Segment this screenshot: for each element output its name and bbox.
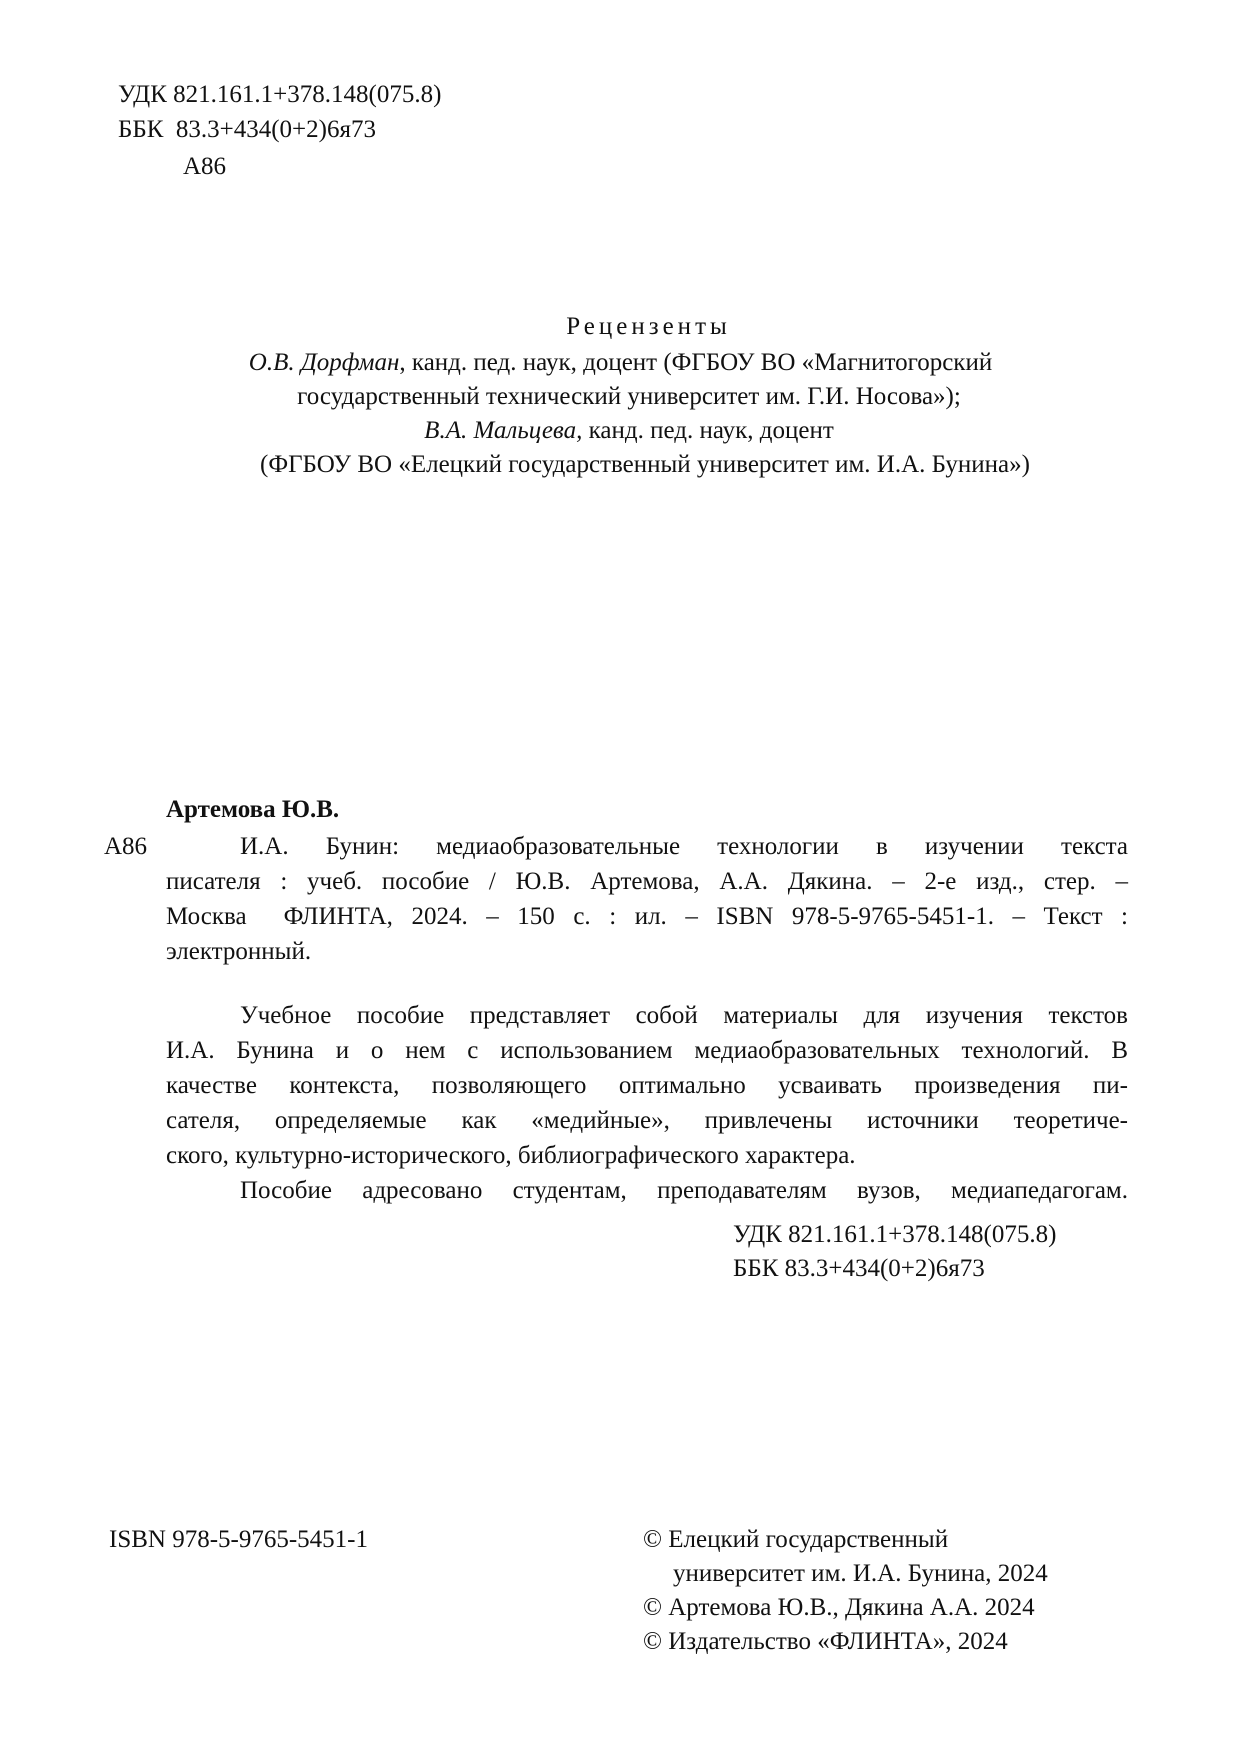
record-description bbox=[166, 829, 1128, 969]
abstract-line: Учебное пособие представляет собой материалы для изучения текстов bbox=[240, 1002, 1128, 1029]
abstract-bbk: ББК 83.3+434(0+2)6я73 bbox=[733, 1255, 985, 1282]
record-author: Артемова Ю.В. bbox=[166, 796, 340, 823]
record-line: писателя : учеб. пособие / Ю.В. Артемова, А.А. Дякина. – 2-е изд., стер. – bbox=[166, 868, 1128, 895]
reviewer-2-title: канд. пед. наук, доцент bbox=[582, 417, 834, 444]
abstract-line: И.А. Бунина и о нем с использованием медиаобразовательных технологий. В bbox=[166, 1037, 1128, 1064]
reviewer-1-line-2: государственный технический университет им. Г.И. Носова»); bbox=[297, 383, 961, 410]
copyright-line: © Артемова Ю.В., Дякина А.А. 2024 bbox=[643, 1594, 1035, 1621]
record-line: Москва ФЛИНТА, 2024. – 150 с. : ил. – ISBN 978-5-9765-5451-1. – Текст : bbox=[166, 903, 1128, 930]
bbk-code: ББК 83.3+434(0+2)6я73 bbox=[118, 116, 376, 143]
reviewer-1-affiliation: , канд. пед. наук, доцент (ФГБОУ ВО «Магнитогорский bbox=[399, 349, 993, 376]
abstract-text bbox=[166, 998, 1128, 1208]
copyright-line: © Издательство «ФЛИНТА», 2024 bbox=[643, 1628, 1008, 1655]
author-mark: А86 bbox=[183, 153, 227, 180]
record-line: электронный. bbox=[166, 938, 312, 965]
record-line: И.А. Бунин: медиаобразовательные технологии в изучении текста bbox=[240, 833, 1128, 860]
record-mark: А86 bbox=[104, 833, 148, 860]
reviewer-2-line-1 bbox=[0, 414, 1241, 448]
reviewer-2-line-2: (ФГБОУ ВО «Елецкий государственный университет им. И.А. Бунина») bbox=[260, 451, 1030, 478]
abstract-line: Пособие адресовано студентам, преподавателям вузов, медиапедагогам. bbox=[240, 1177, 1128, 1204]
abstract-line: ского, культурно-исторического, библиографического характера. bbox=[166, 1142, 856, 1169]
abstract-line: качестве контекста, позволяющего оптимально усваивать произведения пи- bbox=[166, 1072, 1128, 1099]
reviewers-title: Рецензенты bbox=[566, 313, 731, 340]
reviewer-1-line-1 bbox=[0, 346, 1241, 380]
copyright-line: университет им. И.А. Бунина, 2024 bbox=[673, 1560, 1048, 1587]
abstract-line: сателя, определяемые как «медийные», привлечены источники теоретиче- bbox=[166, 1107, 1128, 1134]
reviewer-2-name: В.А. Мальцева, bbox=[424, 417, 583, 444]
isbn: ISBN 978-5-9765-5451-1 bbox=[109, 1526, 369, 1553]
abstract-udk: УДК 821.161.1+378.148(075.8) bbox=[733, 1221, 1057, 1248]
udk-code: УДК 821.161.1+378.148(075.8) bbox=[118, 81, 442, 108]
copyright-line: © Елецкий государственный bbox=[643, 1526, 949, 1553]
reviewer-1-name: О.В. Дорфман bbox=[248, 349, 400, 376]
